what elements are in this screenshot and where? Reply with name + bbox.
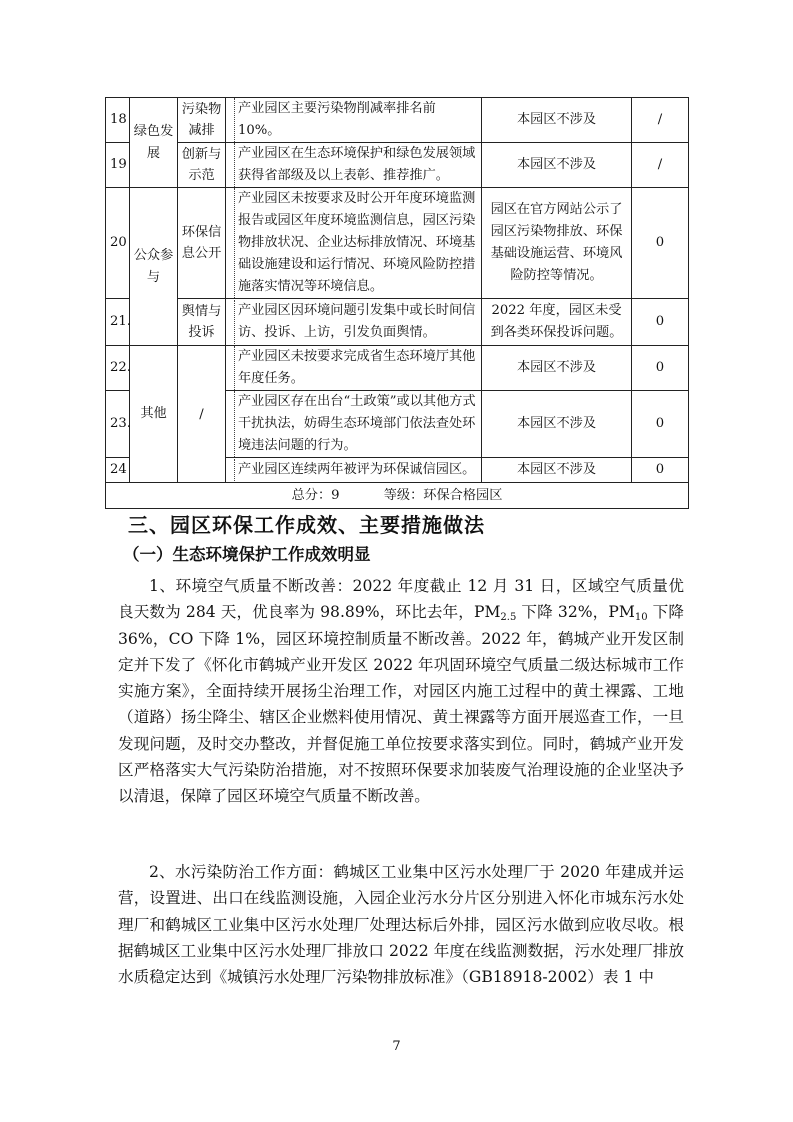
subcategory-cell: 污染物减排 [178,98,226,143]
p1-text-c: 下降 36%，CO 下降 1%，园区环境控制质量不断改善。2022 年，鹤城产业开发区制定并下发了《怀化市鹤城产业开发区 2022 年巩固环境空气质量二级达标城市工作实施方案》，全面持续开展扬尘治理工作，对园区内施工过程中的黄土裸露、工地（道路）扬尘降尘、辖区企业燃料使用情况、黄土裸露等方面开展巡查工作，一旦发现问题，及时交办整改，并督促施工单位按要求落实到位。同时，鹤城产业开发区严格落实大气污染防治措施，对不按照环保要求加装废气治理设施的企业坚决予以清退，保障了园区环境空气质量不断改善。 [118,603,684,806]
status-cell: 本园区不涉及 [482,143,632,188]
standard-cell [226,98,482,143]
total-cell [106,483,689,509]
row-number: 22. [106,346,130,391]
status-cell: 园区在官方网站公示了园区污染物排放、环保基础设施运营、环境风险防控等情况。 [482,188,632,299]
row-number: 18 [106,98,130,143]
paragraph-water-pollution: 2、水污染防治工作方面：鹤城区工业集中区污水处理厂于 2020 年建成并运营，设置进、出口在线监测设施，入园企业污水分片区分别进入怀化市城东污水处理厂和鹤城区工业集中区污水处理厂处理达标后外排，园区污水做到应收尽收。根据鹤城区工业集中区污水处理厂排放口 2022 年度在线监测数据，污水处理厂排放水质稳定达到《城镇污水处理厂污染物排放标准》（GB18918-2002）表 1 中 [118,863,684,987]
pm10-subscript: 10 [634,612,648,624]
status-cell: 本园区不涉及 [482,98,632,143]
standard-text: 产业园区因环境问题引发集中或长时间信访、投诉、上访，引发负面舆情。 [234,300,481,344]
table-row [106,143,689,188]
section-title: 三、园区环保工作成效、主要措施做法 [128,513,485,537]
page-number: 7 [392,1039,401,1054]
table-row [106,299,689,346]
subcategory-cell: / [178,346,226,483]
table-row [106,98,689,143]
score-cell: / [632,143,689,188]
standard-text: 产业园区存在出台“土政策”或以其他方式干扰执法，妨碍生态环境部门依法查处环境违法问题的行为。 [234,391,481,457]
standard-cell [226,346,482,391]
standard-cell [226,188,482,299]
p1-text-a: 1、环境空气质量不断改善：2022 年度截止 12 月 31 日，区域空气质量优良天数为 284 天，优良率为 98.89%，环比去年，PM [118,577,684,622]
row-number: 24 [106,458,130,483]
standard-text: 产业园区连续两年被评为环保诚信园区。 [234,459,481,481]
subcategory-cell: 创新与示范 [178,143,226,188]
total-row [106,483,689,509]
table-row [106,188,689,299]
standard-cell [226,143,482,188]
status-cell: 2022 年度，园区未受到各类环保投诉问题。 [482,299,632,346]
row-number: 23. [106,391,130,458]
score-cell: 0 [632,188,689,299]
subsection-title: （一）生态环境保护工作成效明显 [123,545,371,564]
category-cell: 公众参与 [130,188,178,346]
status-cell: 本园区不涉及 [482,458,632,483]
standard-text: 产业园区在生态环境保护和绿色发展领域获得省部级及以上表彰、推荐推广。 [234,143,481,187]
status-cell: 本园区不涉及 [482,391,632,458]
pm25-subscript: 2.5 [500,612,517,624]
standard-text: 产业园区未按要求及时公开年度环境监测报告或园区年度环境监测信息，园区污染物排放状况、企业达标排放情况、环境基础设施建设和运行情况、环境风险防控措施落实情况等环境信息。 [234,188,481,298]
category-cell: 其他 [130,346,178,483]
grade: 等级：环保合格园区 [383,488,503,503]
standard-cell [226,458,482,483]
score-cell: 0 [632,391,689,458]
score-cell: 0 [632,458,689,483]
score-cell: 0 [632,299,689,346]
standard-cell [226,299,482,346]
paragraph-air-quality [118,573,684,810]
standard-cell [226,391,482,458]
standard-text: 产业园区未按要求完成省生态环境厅其他年度任务。 [234,346,481,390]
p1-text-b: 下降 32%，PM [516,603,635,622]
evaluation-table [105,97,689,509]
subcategory-cell: 舆情与投诉 [178,299,226,346]
score-cell: 0 [632,346,689,391]
total-score: 总分：9 [291,488,340,503]
row-number: 21. [106,299,130,346]
table-row [106,346,689,391]
subcategory-cell: 环保信息公开 [178,188,226,299]
row-number: 19 [106,143,130,188]
category-cell: 绿色发展 [130,98,178,188]
status-cell: 本园区不涉及 [482,346,632,391]
standard-text: 产业园区主要污染物削减率排名前 10%。 [234,98,481,142]
row-number: 20 [106,188,130,299]
score-cell: / [632,98,689,143]
